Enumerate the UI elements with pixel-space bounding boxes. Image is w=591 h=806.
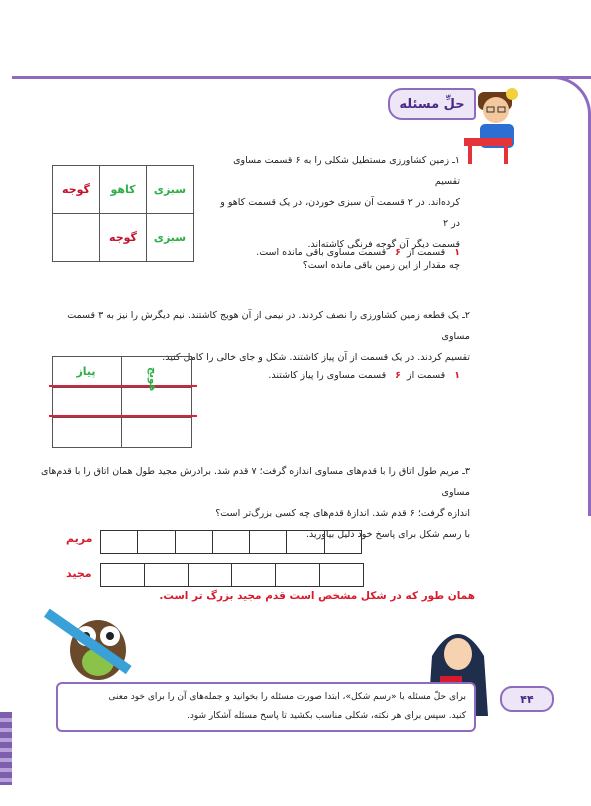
step-cell: [175, 531, 212, 553]
hint-line: برای حلّ مسئله با «رسم شکل»، ابتدا صورت مسئله را بخوانید و جمله‌های آن را برای خود معنی: [108, 692, 466, 702]
step-cell: [144, 564, 188, 586]
grid-divider: [53, 387, 191, 388]
problem1-line: قسمت دیگر آن گوجه فرنگی کاشته‌اند.: [307, 239, 460, 250]
section-title: حلِّ مسئله: [388, 88, 476, 120]
step-cell: [137, 531, 174, 553]
step-cell: [212, 531, 249, 553]
majid-steps: [100, 563, 364, 587]
answer-suffix: قسمت مساوی باقی مانده است.: [256, 247, 387, 258]
grid-cell: سبزی: [147, 166, 194, 214]
answer-denominator: ۶: [395, 370, 401, 381]
problem2-answer: [220, 370, 460, 381]
problem1-grid: [52, 165, 194, 262]
problem2-line: ۲ـ یک قطعه زمین کشاورزی را نصف کردند. در نیمی از آن هویج کاشتند. نیم دیگرش را نیز به ۳ قسمت مساوی: [67, 310, 470, 342]
step-cell: [101, 531, 137, 553]
step-cell: [286, 531, 323, 553]
maryam-steps: [100, 530, 362, 554]
page-number: ۴۴: [500, 686, 554, 712]
grid-cell: [53, 214, 100, 262]
step-cell: [275, 564, 319, 586]
step-cell: [249, 531, 286, 553]
grid-divider: [53, 417, 191, 418]
step-cell: [101, 564, 144, 586]
problem3-line: ۳ـ مریم طول اتاق را با قدم‌های مساوی اندازه گرفت؛ ۷ قدم شد. برادرش مجید طول همان اتاق را با قدم‌های مساوی: [41, 466, 470, 498]
grid-cell: سبزی: [147, 214, 194, 262]
answer-numerator: ۱: [454, 370, 460, 381]
step-cell: [319, 564, 363, 586]
hint-line: کنید. سپس برای هر نکته، شکلی مناسب بکشید تا پاسخ مسئله آشکار شود.: [187, 711, 466, 721]
owl-illustration: [40, 602, 140, 682]
problem3-conclusion: همان طور که در شکل مشخص است قدم مجید بزرگ تر است.: [159, 590, 475, 602]
answer-from: قسمت از: [407, 247, 446, 258]
grid-cell: گوجه: [100, 214, 147, 262]
problem1-line: کرده‌اند. در ۲ قسمت آن سبزی خوردن، در یک قسمت کاهو و در ۲: [220, 197, 460, 229]
red-line: [49, 385, 197, 387]
red-line: [49, 415, 197, 417]
problem1-line: چه مقدار از این زمین باقی مانده است؟: [302, 260, 460, 271]
problem2-grid: [52, 356, 192, 448]
answer-numerator: ۱: [454, 247, 460, 258]
hint-box: [56, 682, 476, 732]
step-cell: [324, 531, 361, 553]
carrot-label: هویج: [147, 367, 158, 392]
answer-suffix: قسمت مساوی را پیاز کاشتند.: [268, 370, 387, 381]
problem3-line: اندازه گرفت؛ ۶ قدم شد. اندازهٔ قدم‌های چه کسی بزرگ‌تر است؟: [215, 508, 470, 519]
grid-cell: کاهو: [100, 166, 147, 214]
problem1-line: ۱ـ زمین کشاورزی مستطیل شکلی را به ۶ قسمت مساوی تقسیم: [233, 155, 460, 187]
step-cell: [231, 564, 275, 586]
problem2-line: تقسیم کردند. در یک قسمت از آن پیاز کاشتند. شکل و جای خالی را کامل کنید.: [162, 352, 470, 363]
grid-cell: گوجه: [53, 166, 100, 214]
onion-label: پیاز: [76, 365, 96, 378]
problem1-answer: [220, 247, 460, 258]
step-cell: [188, 564, 232, 586]
majid-label: مجید: [66, 567, 92, 580]
answer-from: قسمت از: [407, 370, 446, 381]
grid-divider: [121, 357, 122, 447]
problem3-line: با رسم شکل برای پاسخ خود دلیل بیاورید.: [306, 529, 470, 540]
maryam-label: مریم: [66, 532, 93, 545]
answer-denominator: ۶: [395, 247, 401, 258]
